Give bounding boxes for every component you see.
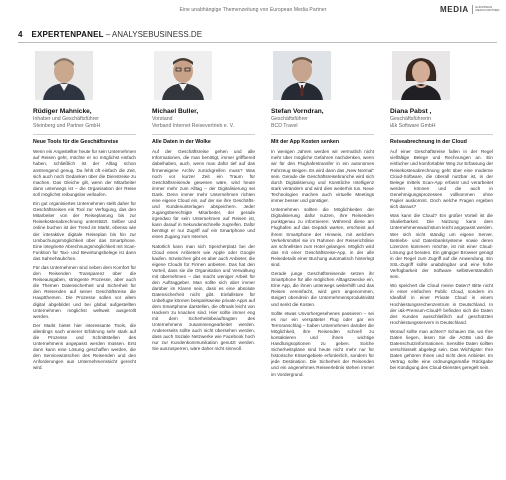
body-paragraph: Gerade junge Geschäftsreisende setzen ihr Smartphone für alle möglichen Alltagszwecke ein. Eine App, die ihnen unterwegs weiterhilft und das Reisen vereinfacht, wird gern angenommen, steigert obendrein die Unternehmensproduktivität und senkt die Kosten. bbox=[271, 271, 374, 307]
portrait-photo-icon bbox=[35, 51, 93, 100]
body-paragraph: Sollte etwas Unvorhergesehenes passieren – sei es nur ein verspäteter Flug oder gar ein Terroranschlag – haben Unternehmen darüber die Möglichkeit, ihre Reisenden schnell zu kontaktieren und ihnen wichtige Handlungsoptionen zu geben. Solche Sicherheitspläne sind heute nicht mehr nur für historische Krisengebiete erforderlich, sondern für jede Destination. Die Sicherheit der Reisenden und ein angenehmes Reiseerlebnis stehen immer im Vordergrund. bbox=[271, 311, 374, 377]
body-paragraph: In wenigen Jahren werden wir vermutlich nicht mehr über mögliche Gefahren nachdenken, wenn wir für den Flughafentransfer in ein autonomes Fahrzeug steigen. Es wird dann das „New Normal“ sein. Gerade die Geschäftsreisebranche wird sich durch Digitalisierung und Künstliche Intelligenz stark verändern und wird dies weiterhin tun. Neue Technologien machen auch virtuelle Meetings immer besser und günstiger. bbox=[271, 149, 374, 203]
portrait-photo-icon bbox=[392, 51, 450, 100]
expert-company: Steinberg und Partner GmbH bbox=[33, 122, 101, 129]
expert-column bbox=[33, 51, 136, 475]
logo-divider bbox=[472, 5, 473, 14]
expert-company: Verband Internet Reisevertrieb e. V. bbox=[152, 122, 234, 129]
portrait-photo-icon bbox=[154, 51, 212, 100]
name-divider bbox=[33, 134, 136, 135]
page-number: 4 bbox=[18, 29, 23, 39]
expert-topic: Alle Daten in der Wolke bbox=[152, 138, 211, 145]
section-subtitle: – ANALYSEBUSINESS.DE bbox=[105, 29, 203, 39]
expert-role: Vorstand bbox=[152, 116, 173, 122]
expert-company: i&k Software GmbH bbox=[390, 122, 436, 129]
expert-topic: Reiseabrechnung in der Cloud bbox=[390, 138, 467, 145]
expert-topic: Neue Tools für die Geschäftsreise bbox=[33, 138, 119, 145]
name-divider bbox=[271, 134, 374, 135]
expert-column bbox=[390, 51, 493, 475]
expert-company: BCD Travel bbox=[271, 122, 298, 129]
section-header bbox=[18, 27, 497, 41]
expert-role: Inhaber und Geschäftsführer bbox=[33, 116, 100, 122]
body-paragraph: Worauf sollte man achten? Schauen Sie, wo Ihre Daten liegen, lesen Sie die AGBs und die Datenschutzinformationen. Sensible Daten sollten verschlüsselt abgelegt sein. Das Wichtigste: Ihre Daten gehören Ihnen und nicht dem Anbieter. Im Vertrag sollte eine ordnungsgemäße Rückgabe bei Kündigung des Cloud-Dienstes geregelt sein. bbox=[390, 329, 493, 371]
body-paragraph: Der Markt bietet hier interessante Tools, die allerdings nach unserer Erfahrung sehr stark auf die Prozesse und Schnittstellen des Unternehmens angepasst werden müssen. Erst dann kann eine Lösung geschaffen werden, die den Servicewünschen des Reisenden und den Anforderungen aus Unternehmenssicht gerecht wird. bbox=[33, 323, 136, 371]
expert-columns bbox=[33, 51, 496, 475]
logo-wordmark: MEDIA bbox=[440, 4, 469, 14]
expert-name: Stefan Vorndran, bbox=[271, 108, 324, 115]
expert-name: Rüdiger Mahnicke, bbox=[33, 108, 92, 115]
body-paragraph: Für das Unternehmen sind neben dem Komfort für den Reisenden Transparenz über die Reiseausgaben, stringente Prozesse, aber auch die Themen Datensicherheit und Sicherheit für den Reisenden auf seiner Geschäftsreise die Hauptthemen. Die Prozesse sollen vor allem digital abgebildet und bei global aufgestellten Unternehmen möglichst weltweit ausgerollt werden. bbox=[33, 265, 136, 319]
body-paragraph: Wo speichert die Cloud meine Daten? Bitte nicht in einer einfachen Public Cloud, sondern im Idealfall in einer Private Cloud in einem Hochleistungsrechenzentrum in Deutschland. In der i&k-Premium-Cloud® befinden sich die Daten des Kunden ausschließlich auf geschützten Hochleistungsservern in Deutschland. bbox=[390, 283, 493, 325]
body-paragraph: Natürlich kann man sich Speicherplatz bei der Cloud eines Anbieters wie Apple oder Google kaufen. Inzwischen gibt es aber auch Anbieter, die eigene Clouds für Firmen anbieten. Das hat den Vorteil, dass sie die Organisation und Verwaltung mit übernehmen – das macht weniger Arbeit für den Auftraggeber. Man sollte sich aber immer darüber im Klaren sein, dass es eine absolute Datensicherheit nicht gibt. Einfallstore für Unbefugte können beispielsweise private Apps auf dem Smartphone darstellen, die oftmals leicht von Hackern zu knacken sind. Hier sollte immer eng mit dem Sicherheitsbeauftragten des Unternehmens zusammengearbeitet werden. Andererseits sollte auch nicht übersehen werden, dass auch Soziale Netzwerke wie Facebook hoch nur zur Kundenkommunikation genutzt werden. Sie auszusperren, wäre daher nicht sinnvoll. bbox=[152, 243, 255, 352]
expert-role: Geschäftsführerin bbox=[390, 116, 431, 122]
publisher-logo bbox=[440, 3, 500, 15]
expert-name: Michael Buller, bbox=[152, 108, 199, 115]
header-tagline: Eine unabhängige Themenzeitung von European Media Partner bbox=[179, 7, 327, 13]
body-paragraph: Unternehmen sollten die Möglichkeiten der Digitalisierung dafür nutzen, ihre Reisenden punktgenau zu informieren: Während diese am Flughafen auf das Gepäck warten, erscheint auf ihrem Smartphone der Hinweis, mit welchem Verkehrsmittel sie im Rahmen der Reiserichtlinie am schnellsten zum Hotel gelangen. Möglich wird das mit einer Geschäftsreise-App, in der alle Reisedetails einer Buchung automatisch hinterlegt sind. bbox=[271, 207, 374, 267]
body-paragraph: Auf der Geschäftsreise gehen und alle Informationen, die man benötigt, immer griffbereit dabeihaben, auch, wenn man dafür tief auf das firmeneigene Archiv zurückgreifen muss? Was noch vor kurzer Zeit ein Traum für Geschäftsreisende gewesen wäre, wird heute immer mehr zum Alltag – der Digitalisierung sei Dank. Denn immer mehr Unternehmen richten eine eigene Cloud ein, auf der sie ihre Geschäfts- und Kundenunterlagen abspeichern. Jeder zugangsberechtigte Mitarbeiter, der gerade irgendwo für sein Unternehmen auf Reisen ist, kann darauf in Sekundenschnelle zugreifen. Dafür benötigt er nur Zugriff auf ein Smartphone und einen Zugang zum Internet. bbox=[152, 149, 255, 240]
body-paragraph: Wenn ein Angestellter heute für sein Unternehmen auf Reisen geht, möchte er so möglichst einfach haben, schließlich ist der Alltag schon anstrengend genug. Da fehlt oft einfach die Zeit, sich auch noch Gedanken über die Dienstreise zu machen. Das Gleiche gilt, wenn der Mitarbeiter dann unterwegs ist – die Organisation der Reise soll möglichst reibungslos verlaufen. bbox=[33, 149, 136, 197]
section-title: EXPERTENPANEL bbox=[31, 29, 104, 39]
expert-role: Geschäftsführer bbox=[271, 116, 308, 122]
body-paragraph: Ein gut organisiertes Unternehmen stellt daher für Geschäftsreisen ein Tool zur Verfügung, das den Mitarbeiter von der Reiseplanung bis zur Reisekostenabrechnung unterstützt. Selber und online buchen ist der Trend im Markt, ebenso wie der interaktive digitale Reiseplan bis hin zur Umbuchungsmöglichkeit über das Smartphone. Eine integrierte Abrechnungsmöglichkeit mit Scan-Funktion für Taxi- und Bewirtungsbelege ist dann das Sahnehäubchen. bbox=[33, 201, 136, 261]
body-paragraph: Was kann die Cloud? Ein großer Vorteil ist die Skalierbarkeit. Die Nutzung kann dem Unternehmenswachstum leicht angepasst werden. Wer sich nicht ständig um eigene Server, Betriebs- und Datenbanksysteme sowie deren Lizenzen kümmern möchte, ist mit einer Cloud-Lösung gut beraten. Ein gängiger Browser genügt in der Regel zum Zugriff auf die Anwendung. Ein SSL-Zugriff sollte unabdingbar und eine hohe Verfügbarkeit der Software selbstverständlich sein. bbox=[390, 213, 493, 279]
portrait-photo-icon bbox=[273, 51, 331, 100]
name-divider bbox=[390, 134, 493, 135]
expert-column bbox=[152, 51, 255, 475]
expert-name: Diana Pabst , bbox=[390, 108, 432, 115]
name-divider bbox=[152, 134, 255, 135]
body-paragraph: Auf einer Geschäftsreise fallen in der Regel vielfältige Belege und Rechnungen an. Ein einfacher und komfortabler Weg zur Erfassung der Reisekostenabrechnung geht über eine moderne Cloud-Software, die überall nutzbar ist, in der Belege mittels Scan-App erfasst und verarbeitet werden können und die auch in Genehmigungsprozessen vollkommen ohne Papier auskommt. Doch welche Fragen ergeben sich daraus? bbox=[390, 149, 493, 209]
expert-column bbox=[271, 51, 374, 475]
expert-topic: Mit der App Kosten senken bbox=[271, 138, 340, 145]
logo-subtitle: EUROPEAN MEDIA PARTNER bbox=[475, 4, 500, 12]
header-divider bbox=[18, 42, 497, 43]
